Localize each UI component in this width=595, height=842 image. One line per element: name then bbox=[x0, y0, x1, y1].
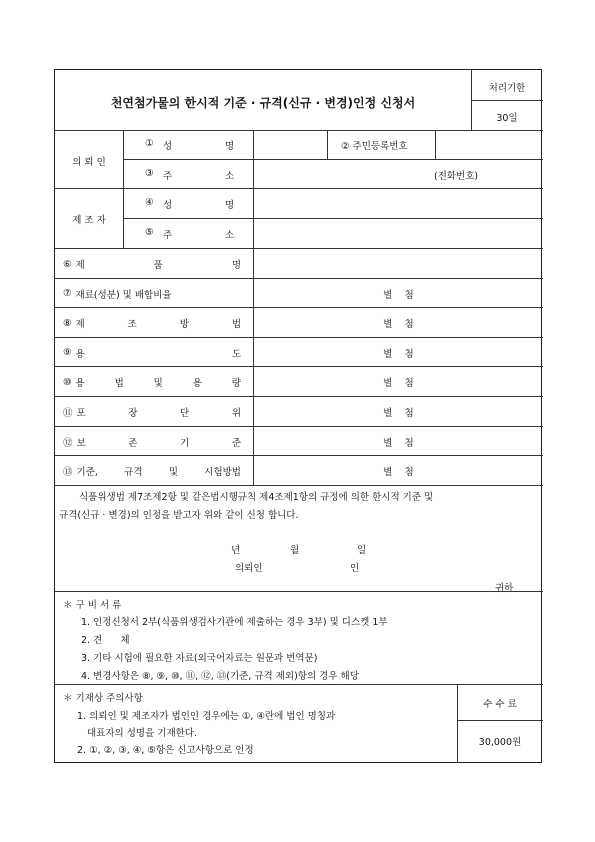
item-value[interactable]: 별 첨 bbox=[383, 289, 414, 301]
label-char: 소 bbox=[225, 230, 235, 241]
item-label bbox=[63, 316, 241, 330]
applicant-address-field[interactable] bbox=[254, 160, 542, 188]
divider bbox=[55, 248, 543, 249]
divider bbox=[55, 396, 543, 397]
circled-number: ⑫ bbox=[63, 437, 73, 449]
item-label-word: 방 bbox=[179, 319, 189, 331]
label-char: 명 bbox=[225, 200, 235, 211]
circled-number: ⑦ bbox=[63, 288, 72, 300]
item-label-word: 도 bbox=[231, 348, 241, 360]
form-title: 천연첨가물의 한시적 기준 · 규격(신규 · 변경)인정 신청서 bbox=[110, 96, 416, 110]
recipient-label: 귀하 bbox=[495, 583, 514, 594]
item-label bbox=[63, 375, 241, 389]
divider bbox=[123, 130, 124, 248]
item-label bbox=[63, 464, 241, 478]
divider bbox=[55, 366, 543, 367]
circled-number: ⑧ bbox=[63, 317, 72, 329]
fee-value: 30,000원 bbox=[478, 737, 522, 748]
label-char: 소 bbox=[225, 171, 235, 182]
item-label-text bbox=[76, 257, 241, 271]
item-label-text bbox=[76, 375, 241, 389]
item-label-text bbox=[76, 316, 241, 330]
item-label-word: 단 bbox=[180, 408, 190, 419]
circled-number: ① bbox=[145, 138, 154, 149]
notes-line-2: 대표자의 성명을 기재한다. bbox=[87, 728, 198, 739]
applicant-section-label: 의 뢰 인 bbox=[72, 157, 106, 168]
item-label-word: 법 bbox=[231, 319, 241, 331]
date-year-label: 년 bbox=[231, 545, 241, 556]
item-label-word: 존 bbox=[128, 437, 138, 449]
label-char: 주 bbox=[163, 230, 173, 241]
circled-number: ⑤ bbox=[145, 227, 154, 238]
item-label-word: 포 bbox=[76, 408, 86, 419]
item-label-word: 보 bbox=[76, 437, 86, 449]
circled-number: ④ bbox=[145, 197, 154, 208]
item-label-word: 명 bbox=[231, 260, 241, 271]
item-label-text bbox=[76, 287, 241, 301]
divider bbox=[55, 485, 543, 486]
deadline-label: 처리기한 bbox=[488, 83, 526, 94]
label-char: 주 bbox=[163, 171, 173, 182]
item-label-word: 제 bbox=[75, 260, 85, 271]
label-char: 명 bbox=[225, 141, 235, 152]
item-label bbox=[63, 257, 241, 271]
divider bbox=[457, 720, 543, 721]
circled-number: ⑪ bbox=[63, 408, 73, 419]
divider bbox=[55, 455, 543, 456]
applicant-rrn-field[interactable] bbox=[436, 131, 542, 159]
attachment-item: 3. 기타 시험에 필요한 자료(외국어자료는 원문과 번역문) bbox=[81, 653, 318, 664]
item-label bbox=[63, 405, 241, 419]
item-value[interactable]: 별 첨 bbox=[383, 437, 414, 449]
item-value[interactable]: 별 첨 bbox=[383, 319, 414, 331]
item-label bbox=[63, 435, 241, 449]
attachments-title: ＊ 구 비 서 류 bbox=[63, 600, 122, 611]
label-char: 성 bbox=[163, 200, 173, 211]
item-label-word: 재료(성분) 및 배합비율 bbox=[75, 289, 172, 301]
circled-number: ③ bbox=[145, 168, 154, 179]
item-value[interactable]: 별 첨 bbox=[383, 408, 414, 419]
item-label-word: 시험방법 bbox=[204, 467, 241, 479]
circled-number: ⑩ bbox=[63, 376, 72, 388]
item-label-word: 기 bbox=[180, 437, 190, 449]
item-label-text bbox=[77, 464, 241, 478]
divider bbox=[55, 684, 543, 685]
divider bbox=[253, 248, 254, 278]
date-month-label: 월 bbox=[290, 545, 300, 556]
statement-line-1: 식품위생법 제7조제2항 및 같은법시행규칙 제4조제1항의 규정에 의한 한시적 기준 및 bbox=[79, 492, 434, 503]
manufacturer-section-label: 제 조 자 bbox=[72, 215, 106, 226]
item-label-word: 조 bbox=[127, 319, 137, 331]
divider bbox=[327, 130, 328, 159]
seal-label: 인 bbox=[350, 563, 360, 574]
item-value[interactable]: 별 첨 bbox=[383, 467, 414, 479]
item-label-word: 품 bbox=[153, 260, 163, 271]
divider bbox=[55, 278, 543, 279]
attachment-item: 1. 인정신청서 2부(식품위생검사기관에 제출하는 경우 3부) 및 디스켓 1부 bbox=[81, 617, 388, 628]
item-label-word: 및 bbox=[168, 467, 178, 479]
deadline-value: 30일 bbox=[496, 113, 518, 124]
item-label-word: 제 bbox=[75, 319, 85, 331]
application-form bbox=[54, 69, 542, 763]
item-label-word: 기준, bbox=[76, 467, 98, 479]
circled-number: ⑥ bbox=[63, 258, 72, 270]
divider bbox=[55, 337, 543, 338]
item-label-word: 및 bbox=[153, 378, 163, 390]
manufacturer-name-field[interactable] bbox=[254, 189, 542, 217]
notes-title: ＊ 기재상 주의사항 bbox=[63, 693, 143, 704]
attachment-item: 2. 견 체 bbox=[81, 635, 130, 646]
item-label-text bbox=[77, 435, 241, 449]
item-label-text bbox=[77, 405, 241, 419]
circled-number: ⑬ bbox=[63, 467, 73, 479]
item-label-word: 용 bbox=[192, 378, 202, 390]
item-label-word: 규격 bbox=[124, 467, 143, 479]
signer-label: 의뢰인 bbox=[235, 563, 263, 574]
item-label-text bbox=[76, 346, 241, 360]
divider bbox=[471, 100, 543, 101]
item-label bbox=[63, 287, 241, 301]
divider bbox=[55, 307, 543, 308]
item-label-word: 용 bbox=[75, 348, 85, 360]
item-label-word: 용 bbox=[75, 378, 85, 390]
item-label-word: 위 bbox=[231, 408, 241, 419]
label-char: 성 bbox=[163, 141, 173, 152]
notes-line-3: 2. ①, ②, ③, ④, ⑤항은 신고사항으로 인정 bbox=[77, 745, 254, 756]
notes-line-1: 1. 의뢰인 및 제조자가 법인인 경우에는 ①, ④란에 법인 명칭과 bbox=[77, 711, 336, 722]
attachment-item: 4. 변경사항은 ⑧, ⑨, ⑩, ⑪, ⑫, ⑬(기준, 규격 제외)항의 경우 해당 bbox=[81, 671, 359, 682]
fee-label: 수 수 료 bbox=[483, 699, 517, 710]
applicant-phone-label: (전화번호) bbox=[434, 171, 479, 182]
divider bbox=[55, 426, 543, 427]
item-label-word: 장 bbox=[128, 408, 138, 419]
statement-line-2: 규격(신규 · 변경)의 인정을 받고자 위와 같이 신청 합니다. bbox=[59, 510, 299, 521]
divider bbox=[55, 591, 543, 592]
date-day-label: 일 bbox=[357, 545, 367, 556]
item-label-word: 법 bbox=[114, 378, 124, 390]
circled-number: ⑨ bbox=[63, 347, 72, 359]
item-label-word: 량 bbox=[231, 378, 241, 390]
item-value[interactable]: 별 첨 bbox=[383, 348, 414, 360]
item-label bbox=[63, 346, 241, 360]
applicant-rrn-label: ② 주민등록번호 bbox=[341, 141, 408, 152]
applicant-name-field[interactable] bbox=[254, 131, 326, 159]
item-value[interactable]: 별 첨 bbox=[383, 378, 414, 390]
item-label-word: 준 bbox=[231, 437, 241, 449]
manufacturer-address-field[interactable] bbox=[254, 219, 542, 247]
